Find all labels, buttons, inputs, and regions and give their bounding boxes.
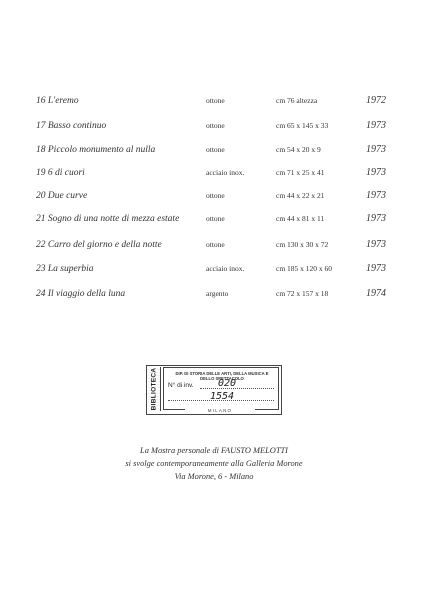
stamp-inventory-box: [163, 367, 279, 410]
work-material: acciaio inox.: [206, 168, 245, 177]
work-dimensions: cm 72 x 157 x 18: [276, 289, 329, 298]
work-title: 17 Basso continuo: [36, 121, 107, 131]
work-dimensions: cm 71 x 25 x 41: [276, 168, 325, 177]
work-dimensions: cm 44 x 81 x 11: [276, 214, 325, 223]
work-title: 20 Due curve: [36, 191, 88, 201]
catalog-row: [0, 94, 428, 108]
stamp-side-text: BIBLIOTECA: [150, 367, 158, 411]
work-dimensions: cm 54 x 20 x 9: [276, 145, 321, 154]
work-title: 23 La superbia: [36, 264, 94, 274]
work-title: 21 Sogno di una notte di mezza estate: [36, 214, 180, 224]
work-dimensions: cm 185 x 120 x 60: [276, 264, 333, 273]
work-year: 1973: [366, 167, 386, 178]
work-year: 1972: [366, 95, 386, 106]
work-title: 22 Carro del giorno e della notte: [36, 240, 162, 250]
inventory-number: 020: [218, 378, 237, 389]
stamp-dotted-line: [200, 388, 274, 389]
work-year: 1973: [366, 144, 386, 155]
footer-line: si svolge contemporaneamente alla Galleria Morone: [125, 459, 303, 468]
work-year: 1973: [366, 213, 386, 224]
work-dimensions: cm 130 x 30 x 72: [276, 240, 329, 249]
library-stamp: [146, 365, 282, 415]
work-material: argento: [206, 289, 229, 298]
work-dimensions: cm 65 x 145 x 33: [276, 121, 329, 130]
catalog-row: [0, 212, 428, 226]
work-title: 24 Il viaggio della luna: [36, 289, 126, 299]
catalog-row: [0, 119, 428, 133]
work-year: 1973: [366, 263, 386, 274]
catalog-row: [0, 238, 428, 252]
stamp-header: DIP. DI STORIA DELLE ARTI, DELLA MUSICA E DELLO SPETTACOLO: [175, 371, 269, 382]
footer-line: Via Morone, 6 - Milano: [174, 472, 254, 481]
work-title: 16 L'eremo: [36, 96, 79, 106]
work-dimensions: cm 76 altezza: [276, 96, 318, 105]
inventory-number-secondary: 1554: [210, 391, 235, 402]
work-material: acciaio inox.: [206, 264, 245, 273]
catalog-row: [0, 262, 428, 276]
stamp-inv-label: N° di inv.: [168, 382, 194, 389]
catalog-row: [0, 166, 428, 180]
work-title: 19 6 di cuori: [36, 168, 85, 178]
stamp-side-label: [148, 367, 161, 411]
work-year: 1973: [366, 120, 386, 131]
stamp-city: MILANO: [185, 408, 255, 413]
work-year: 1973: [366, 239, 386, 250]
work-title: 18 Piccolo monumento al nulla: [36, 145, 156, 155]
work-material: ottone: [206, 96, 225, 105]
work-material: ottone: [206, 214, 225, 223]
work-year: 1973: [366, 190, 386, 201]
work-year: 1974: [366, 288, 386, 299]
catalog-row: [0, 287, 428, 301]
work-dimensions: cm 44 x 22 x 21: [276, 191, 325, 200]
exhibition-note: [0, 444, 428, 483]
work-material: ottone: [206, 121, 225, 130]
work-material: ottone: [206, 240, 225, 249]
work-material: ottone: [206, 191, 225, 200]
catalog-row: [0, 143, 428, 157]
catalog-row: [0, 189, 428, 203]
work-material: ottone: [206, 145, 225, 154]
footer-line: La Mostra personale di FAUSTO MELOTTI: [140, 446, 288, 455]
